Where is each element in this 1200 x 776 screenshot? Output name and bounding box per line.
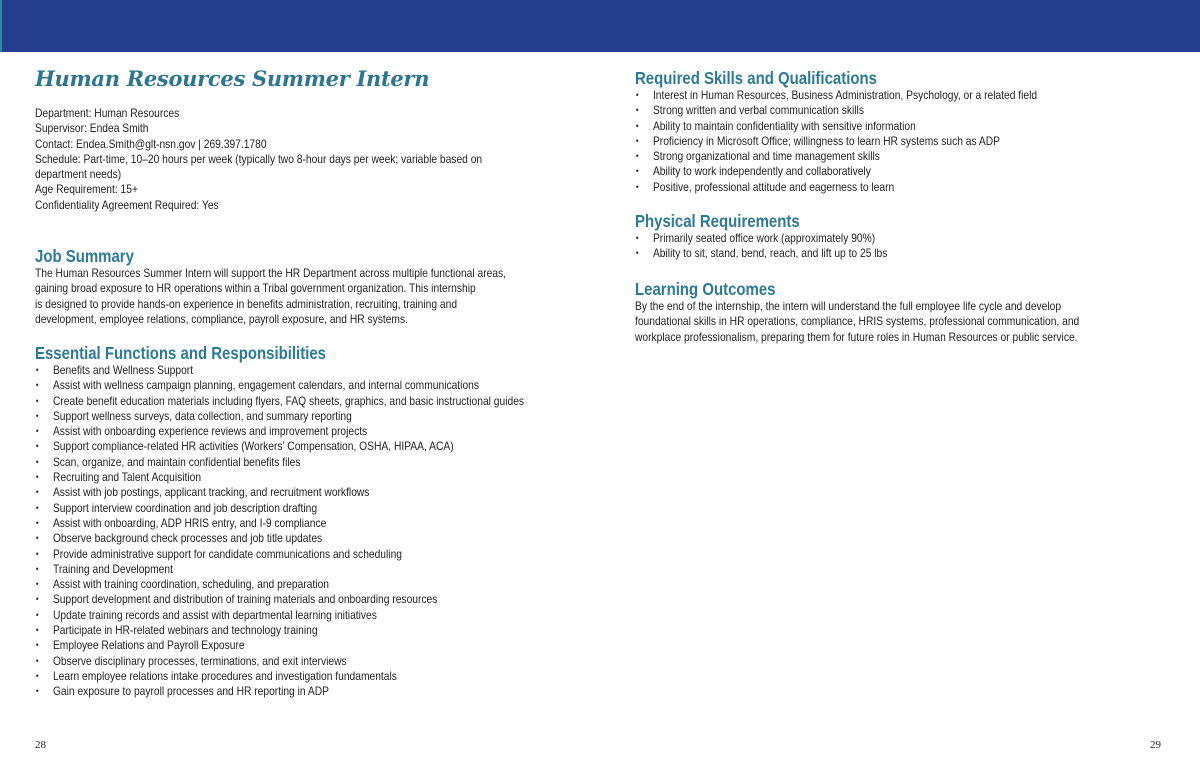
skills-section (635, 68, 1037, 195)
page-number-right: 29 (1150, 739, 1161, 751)
list-item: • Employee Relations and Payroll Exposure (35, 638, 524, 653)
list-item: • Training and Development (35, 562, 524, 577)
summary-line: The Human Resources Summer Intern will support the HR Department across multiple functional areas, (35, 266, 507, 280)
list-item: • Strong written and verbal communication skills (635, 103, 1037, 118)
header-edge (0, 0, 2, 52)
list-item: • Support interview coordination and job description drafting (35, 501, 524, 516)
header-bar (0, 0, 1200, 52)
info-line: Contact: Endea.Smith@glt-nsn.gov | 269.397.1780 (35, 136, 267, 151)
info-line: Department: Human Resources (35, 106, 180, 120)
list-item: • Assist with training coordination, scheduling, and preparation (35, 577, 524, 592)
physical-section (635, 211, 887, 262)
page-number-left: 28 (35, 739, 46, 751)
info-line: Age Requirement: 15+ (35, 182, 138, 197)
list-item: • Assist with job postings, applicant tracking, and recruitment workflows (35, 485, 524, 500)
info-line: Supervisor: Endea Smith (35, 121, 149, 136)
job-info (35, 106, 482, 213)
list-item: • Benefits and Wellness Support (35, 363, 524, 378)
skills-heading: Required Skills and Qualifications (635, 68, 877, 88)
learning-section (635, 279, 1079, 345)
list-item: • Gain exposure to payroll processes and HR reporting in ADP (35, 684, 524, 699)
job-summary-heading: Job Summary (35, 246, 134, 266)
info-line: department needs) (35, 167, 122, 182)
list-item: • Interest in Human Resources, Business Administration, Psychology, or a related field (635, 88, 1037, 103)
list-item: • Recruiting and Talent Acquisition (35, 470, 524, 485)
essential-functions-heading: Essential Functions and Responsibilities (35, 343, 327, 363)
list-item: • Observe disciplinary processes, terminations, and exit interviews (35, 654, 524, 669)
list-item: • Participate in HR-related webinars and technology training (35, 623, 524, 638)
learning-line: foundational skills in HR operations, compliance, HRIS systems, professional communication, and (635, 314, 1080, 329)
info-line: Schedule: Part-time, 10–20 hours per week (typically two 8-hour days per week; variable based on (35, 151, 483, 166)
list-item: • Positive, professional attitude and eagerness to learn (635, 180, 1037, 195)
page-title: Human Resources Summer Intern (35, 66, 430, 91)
list-item: • Provide administrative support for candidate communications and scheduling (35, 547, 524, 562)
list-item: • Observe background check processes and job title updates (35, 531, 524, 546)
list-item: • Proficiency in Microsoft Office; willingness to learn HR systems such as ADP (635, 134, 1037, 149)
list-item: • Primarily seated office work (approximately 90%) (635, 231, 887, 246)
list-item: • Ability to work independently and collaboratively (635, 164, 1037, 179)
essential-functions-list (35, 363, 524, 700)
job-summary-section (35, 246, 506, 327)
list-item: • Strong organizational and time management skills (635, 149, 1037, 164)
summary-line: development, employee relations, compliance, payroll exposure, and HR systems. (35, 311, 408, 326)
summary-line: gaining broad exposure to HR operations within a Tribal government organization. This internship (35, 281, 476, 296)
physical-heading: Physical Requirements (635, 211, 800, 231)
info-line: Confidentiality Agreement Required: Yes (35, 197, 219, 212)
list-item: • Assist with onboarding experience reviews and improvement projects (35, 424, 524, 439)
list-item: • Support wellness surveys, data collection, and summary reporting (35, 409, 524, 424)
list-item: • Learn employee relations intake procedures and investigation fundamentals (35, 669, 524, 684)
physical-list (635, 231, 887, 262)
skills-list (635, 88, 1037, 195)
list-item: • Ability to maintain confidentiality with sensitive information (635, 119, 1037, 134)
learning-line: By the end of the internship, the intern will understand the full employee life cycle and develop (635, 299, 1062, 313)
list-item: • Support development and distribution of training materials and onboarding resources (35, 592, 524, 607)
list-item: • Create benefit education materials including flyers, FAQ sheets, graphics, and basic instructional guides (35, 394, 524, 409)
learning-line: workplace professionalism, preparing them for future roles in Human Resources or public service. (635, 329, 1078, 344)
essential-functions-section (35, 343, 524, 700)
list-item: • Assist with onboarding, ADP HRIS entry, and I-9 compliance (35, 516, 524, 531)
list-item: • Ability to sit, stand, bend, reach, and lift up to 25 lbs (635, 246, 887, 261)
list-item: • Support compliance-related HR activities (Workers’ Compensation, OSHA, HIPAA, ACA) (35, 439, 524, 454)
list-item: • Update training records and assist with departmental learning initiatives (35, 608, 524, 623)
summary-line: is designed to provide hands-on experience in benefits administration, recruiting, training and (35, 296, 458, 311)
list-item: • Scan, organize, and maintain confidential benefits files (35, 455, 524, 470)
learning-heading: Learning Outcomes (635, 279, 776, 299)
list-item: • Assist with wellness campaign planning, engagement calendars, and internal communications (35, 378, 524, 393)
